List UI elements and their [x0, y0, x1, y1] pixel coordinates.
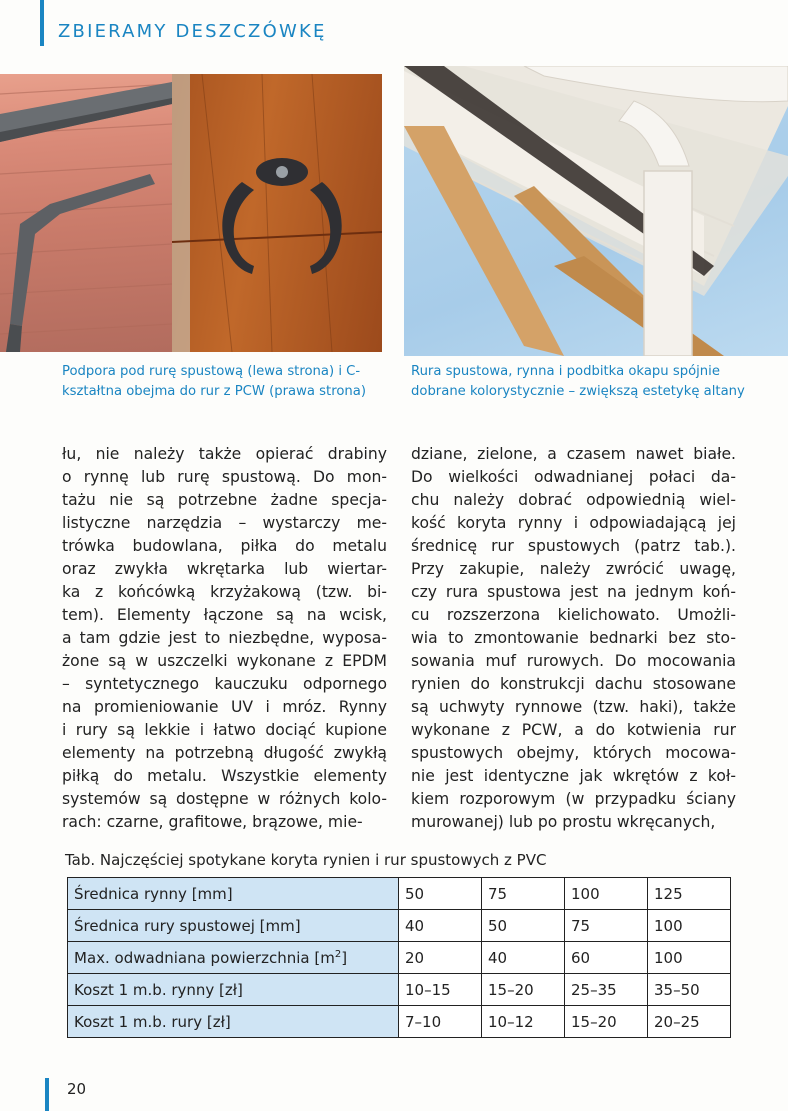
table-cell: 50	[399, 878, 482, 910]
body-line: ka z końcówką krzyżakową (tzw. bi-	[62, 583, 387, 601]
table-cell: 75	[565, 910, 648, 942]
body-line: tem). Elementy łączone są na wcisk,	[62, 606, 387, 624]
gutter-sizes-table	[67, 877, 731, 1038]
body-line: na promieniowanie UV i mróz. Rynny	[62, 698, 387, 716]
table-row-label-text: Max. odwadniana powierzchnia [m	[74, 948, 335, 967]
table-row	[68, 974, 731, 1006]
table-row-label-text: Średnica rynny [mm]	[74, 884, 233, 903]
table-row-label	[68, 910, 399, 942]
body-line: piłką do metalu. Wszystkie elementy	[62, 767, 387, 785]
body-line: sowania muf rurowych. Do mocowania	[411, 652, 736, 670]
body-line: średnicę rur spustowych (patrz tab.).	[411, 537, 736, 555]
table-cell: 100	[648, 942, 731, 974]
body-line: elementy na potrzebną długość zwykłą	[62, 744, 387, 762]
footer-accent-bar	[45, 1078, 49, 1111]
body-line: kiem rozporowym (w przypadku ściany	[411, 790, 736, 808]
body-line: oraz zwykła wkrętarka lub wiertar-	[62, 560, 387, 578]
table-cell: 75	[482, 878, 565, 910]
table-row	[68, 1006, 731, 1038]
table-cell: 50	[482, 910, 565, 942]
table-cell: 100	[565, 878, 648, 910]
body-line: wykonane z PCW, a do kotwienia rur	[411, 721, 736, 739]
table-row-label-text: Koszt 1 m.b. rury [zł]	[74, 1012, 231, 1031]
body-line: kość koryta rynny i odpowiadającą jej	[411, 514, 736, 532]
table-cell: 10–12	[482, 1006, 565, 1038]
caption-right: Rura spustowa, rynna i podbitka okapu spójnie dobrane kolorystycznie – zwiększą estetykę altany	[411, 364, 745, 399]
table-cell: 15–20	[565, 1006, 648, 1038]
body-line: Przy zakupie, należy zwrócić uwagę,	[411, 560, 736, 578]
body-line: systemów są dostępne w różnych kolo-	[62, 790, 387, 808]
body-column-left	[62, 443, 387, 834]
body-line: wia to zmontowanie bednarki bez sto-	[411, 629, 736, 647]
body-line: o rynnę lub rurę spustową. Do mon-	[62, 468, 387, 486]
photo-downpipe-support	[0, 74, 172, 352]
body-line: rynien do konstrukcji dachu stosowane	[411, 675, 736, 693]
table-cell: 10–15	[399, 974, 482, 1006]
body-line: rach: czarne, grafitowe, brązowe, mie-	[62, 813, 363, 831]
photo-downpipe-gutter-soffit	[404, 66, 788, 356]
section-title: ZBIERAMY DESZCZÓWKĘ	[58, 21, 327, 42]
table-row	[68, 878, 731, 910]
table-title: Tab. Najczęściej spotykane koryta rynien i rur spustowych z PVC	[65, 851, 547, 869]
body-line: chu należy dobrać odpowiednią wiel-	[411, 491, 736, 509]
table-row-label	[68, 974, 399, 1006]
body-line: listyczne narzędzia – wystarczy me-	[62, 514, 387, 532]
unit-superscript: 2	[334, 948, 342, 960]
body-line: dziane, zielone, a czasem nawet białe.	[411, 445, 736, 463]
body-line: cu rozszerzona kielichowato. Umożli-	[411, 606, 736, 624]
body-line: czy rura spustowa jest na jednym koń-	[411, 583, 736, 601]
table-row-label	[68, 942, 399, 974]
table-row-label	[68, 1006, 399, 1038]
body-line: spustowych obejmy, których mocowa-	[411, 744, 736, 762]
table-cell: 7–10	[399, 1006, 482, 1038]
photo-c-clamp	[172, 74, 382, 352]
table-cell: 125	[648, 878, 731, 910]
body-line: są uchwyty rynnowe (tzw. haki), także	[411, 698, 736, 716]
header-accent-bar	[40, 0, 44, 46]
table-cell: 60	[565, 942, 648, 974]
body-line: murowanej) lub po prostu wkręcanych,	[411, 813, 716, 831]
table-row-label-text: Średnica rury spustowej [mm]	[74, 916, 301, 935]
table-cell: 25–35	[565, 974, 648, 1006]
body-line: – syntetycznego kauczuku odpornego	[62, 675, 387, 693]
body-line: łu, nie należy także opierać drabiny	[62, 445, 387, 463]
table-cell: 20–25	[648, 1006, 731, 1038]
body-line: i rury są lekkie i łatwo dociąć kupione	[62, 721, 387, 739]
table-row-label	[68, 878, 399, 910]
body-line: Do wielkości odwadnianej połaci da-	[411, 468, 736, 486]
body-line: a tam gdzie jest to niezbędne, wyposa-	[62, 629, 387, 647]
table-row	[68, 910, 731, 942]
table-cell: 35–50	[648, 974, 731, 1006]
body-line: nie jest identyczne jak wkrętów z koł-	[411, 767, 736, 785]
page-number: 20	[67, 1080, 87, 1098]
body-line: tażu nie są potrzebne żadne specja-	[62, 491, 387, 509]
body-line: żone są w uszczelki wykonane z EPDM	[62, 652, 387, 670]
table-cell: 20	[399, 942, 482, 974]
caption-left: Podpora pod rurę spustową (lewa strona) i C-kształtna obejma do rur z PCW (prawa strona)	[62, 364, 367, 399]
table-cell: 40	[482, 942, 565, 974]
table-cell: 100	[648, 910, 731, 942]
table-cell: 40	[399, 910, 482, 942]
body-line: trówka budowlana, piłka do metalu	[62, 537, 387, 555]
table-row	[68, 942, 731, 974]
body-column-right	[411, 443, 736, 834]
unit-bracket: ]	[341, 948, 348, 967]
table-row-label-text: Koszt 1 m.b. rynny [zł]	[74, 980, 243, 999]
table-cell: 15–20	[482, 974, 565, 1006]
